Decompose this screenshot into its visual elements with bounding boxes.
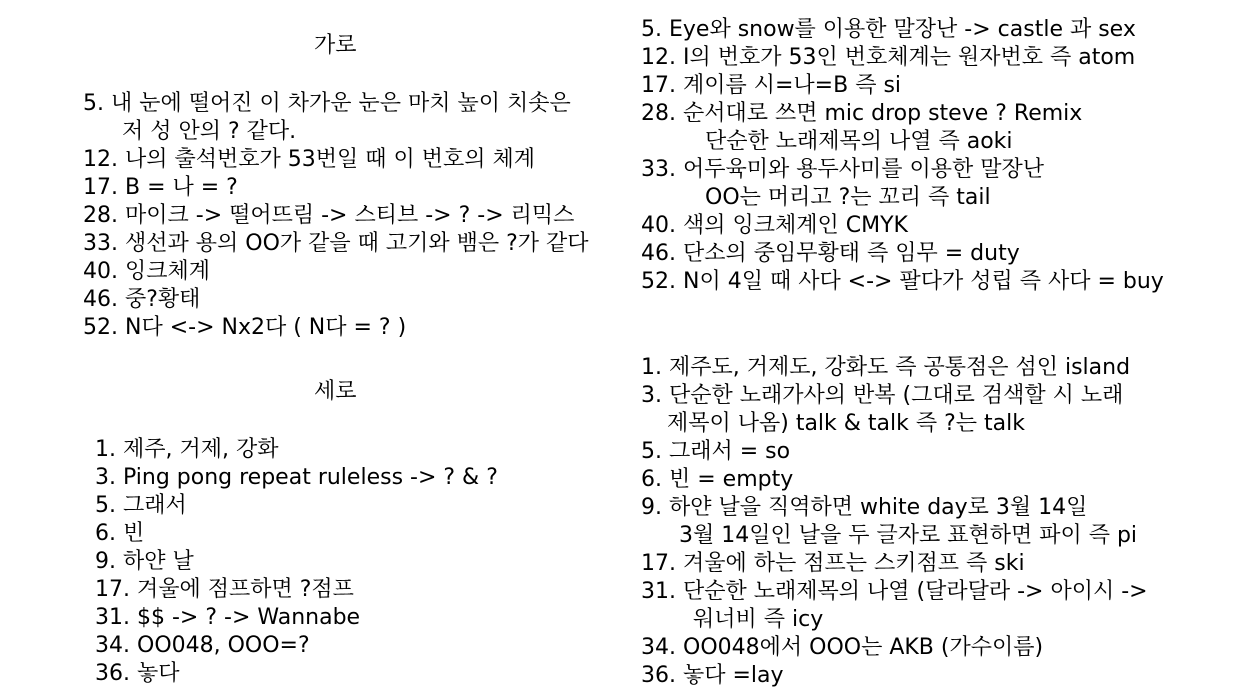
answer-across-40: 40. 색의 잉크체계인 CMYK xyxy=(641,213,908,238)
answer-across-52: 52. N이 4일 때 사다 <-> 팔다가 성립 즉 사다 = buy xyxy=(641,269,1164,294)
answer-down-31: 31. 단순한 노래제목의 나열 (달라달라 -> 아이시 -> xyxy=(641,579,1148,604)
clue-down-6: 6. 빈 xyxy=(95,521,145,546)
clue-across-17: 17. B = 나 = ? xyxy=(83,175,238,200)
clue-across-12: 12. 나의 출석번호가 53번일 때 이 번호의 체계 xyxy=(83,147,535,172)
answer-down-17: 17. 겨울에 하는 점프는 스키점프 즉 ski xyxy=(641,551,1025,576)
answers-column xyxy=(641,0,1241,699)
clue-down-1: 1. 제주, 거제, 강화 xyxy=(95,437,279,462)
clue-down-31: 31. $$ -> ? -> Wannabe xyxy=(95,605,361,630)
answer-across-28: 28. 순서대로 쓰면 mic drop steve ? Remix xyxy=(641,101,1083,126)
answer-down-9: 9. 하얀 날을 직역하면 white day로 3월 14일 xyxy=(641,495,1088,520)
answer-down-31-cont: 워너비 즉 icy xyxy=(693,607,824,632)
answer-down-6: 6. 빈 = empty xyxy=(641,467,794,492)
clue-down-5: 5. 그래서 xyxy=(95,493,187,518)
answer-across-17: 17. 계이름 시=나=B 즉 si xyxy=(641,73,902,98)
clue-across-5: 5. 내 눈에 떨어진 이 차가운 눈은 마치 높이 치솟은 xyxy=(83,91,571,116)
answer-down-9-cont: 3월 14일인 날을 두 글자로 표현하면 파이 즉 pi xyxy=(679,523,1138,548)
clues-column xyxy=(0,0,620,699)
clue-down-9: 9. 하얀 날 xyxy=(95,549,194,574)
answer-down-1: 1. 제주도, 거제도, 강화도 즉 공통점은 섬인 island xyxy=(641,355,1131,380)
answer-across-5: 5. Eye와 snow를 이용한 말장난 -> castle 과 sex xyxy=(641,17,1136,42)
answer-down-3-cont: 제목이 나옴) talk & talk 즉 ?는 talk xyxy=(667,411,1026,436)
answer-down-5: 5. 그래서 = so xyxy=(641,439,791,464)
clue-across-28: 28. 마이크 -> 떨어뜨림 -> 스티브 -> ? -> 리믹스 xyxy=(83,203,575,228)
answer-down-3: 3. 단순한 노래가사의 반복 (그대로 검색할 시 노래 xyxy=(641,383,1124,408)
clue-across-33: 33. 생선과 용의 OO가 같을 때 고기와 뱀은 ?가 같다 xyxy=(83,231,589,256)
clue-down-36: 36. 놓다 xyxy=(95,661,180,686)
down-heading: 세로 xyxy=(314,379,357,404)
answer-across-12: 12. I의 번호가 53인 번호체계는 원자번호 즉 atom xyxy=(641,45,1136,70)
answer-down-36: 36. 놓다 =lay xyxy=(641,663,784,688)
answer-across-33: 33. 어두육미와 용두사미를 이용한 말장난 xyxy=(641,157,1045,182)
across-heading: 가로 xyxy=(314,33,357,58)
clue-down-17: 17. 겨울에 점프하면 ?점프 xyxy=(95,577,354,602)
clue-across-52: 52. N다 <-> Nx2다 ( N다 = ? ) xyxy=(83,315,407,340)
answer-across-33-cont: OO는 머리고 ?는 꼬리 즉 tail xyxy=(705,185,991,210)
clue-across-40: 40. 잉크체계 xyxy=(83,259,211,284)
clue-across-5-cont: 저 성 안의 ? 같다. xyxy=(122,119,297,144)
answer-down-34: 34. OO048에서 OOO는 AKB (가수이름) xyxy=(641,635,1044,660)
answer-across-46: 46. 단소의 중임무황태 즉 임무 = duty xyxy=(641,241,1020,266)
answer-across-28-cont: 단순한 노래제목의 나열 즉 aoki xyxy=(705,129,1013,154)
clue-down-3: 3. Ping pong repeat ruleless -> ? & ? xyxy=(95,465,498,490)
clue-down-34: 34. OO048, OOO=? xyxy=(95,633,310,658)
clue-across-46: 46. 중?황태 xyxy=(83,287,201,312)
